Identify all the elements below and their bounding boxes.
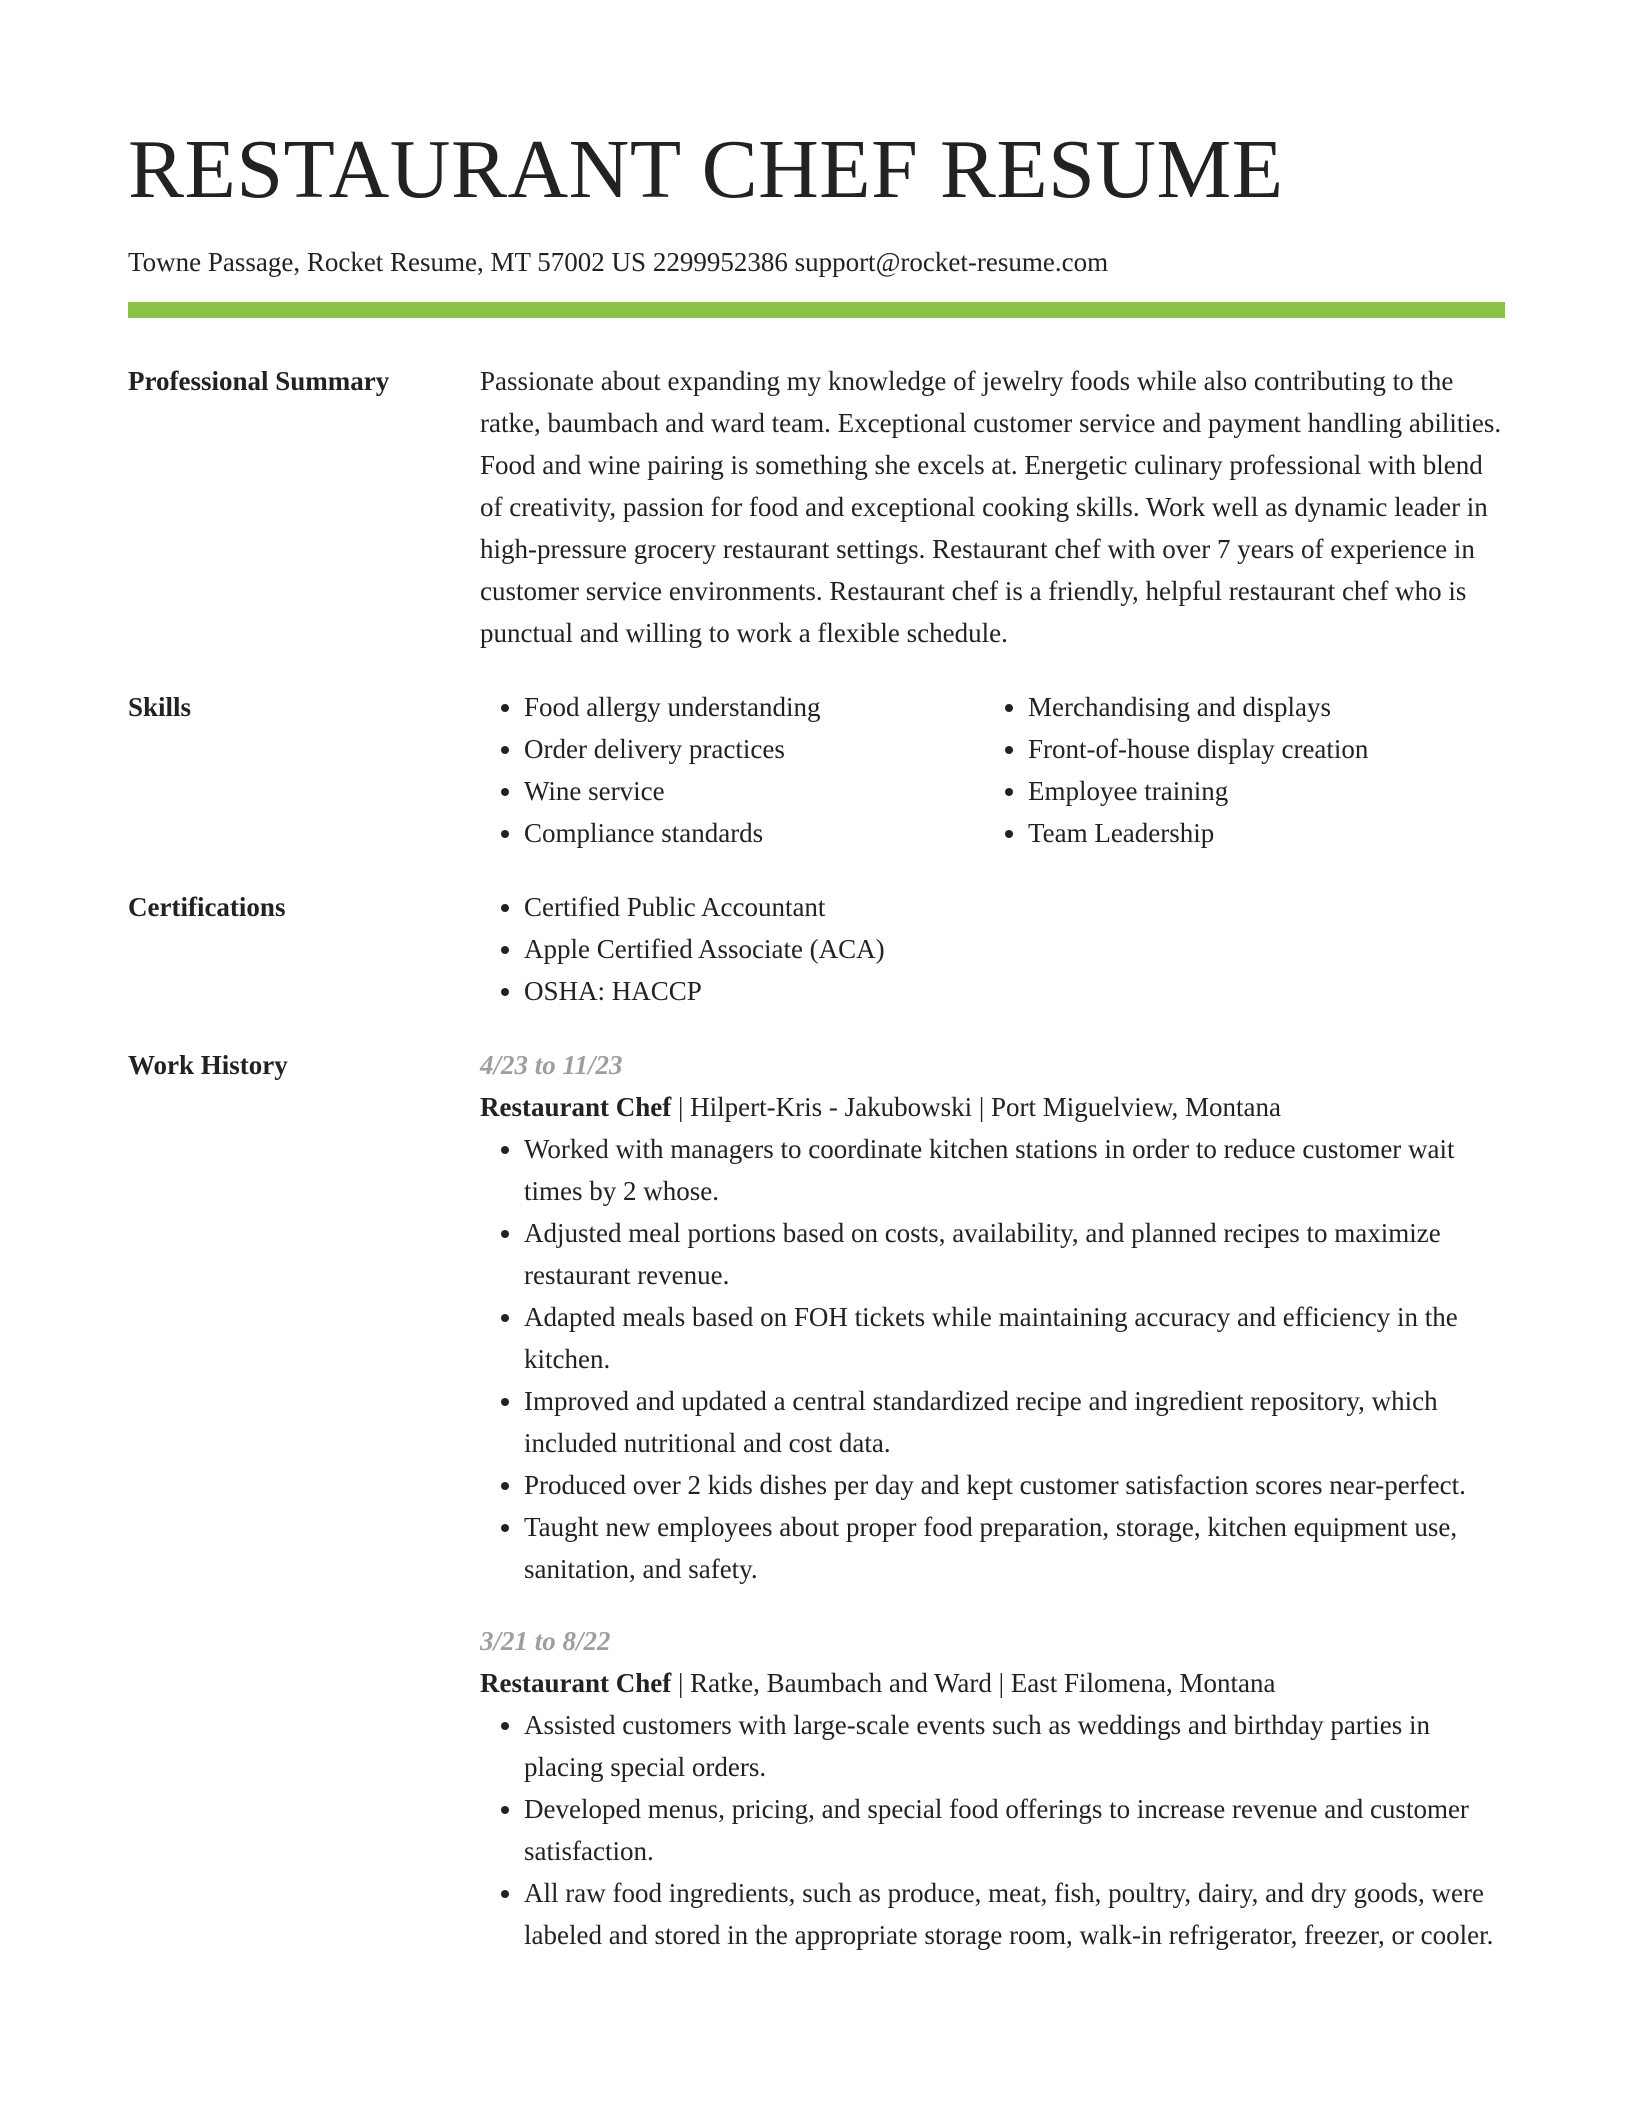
- skills-content: [480, 686, 1505, 854]
- job-title: Restaurant Chef: [480, 1668, 672, 1698]
- resume-title: RESTAURANT CHEF RESUME: [128, 123, 1284, 216]
- job-heading: [480, 1086, 1505, 1128]
- summary-text: Passionate about expanding my knowledge of jewelry foods while also contributing to the ratke, baumbach and ward team. Exceptional customer service and payment handling abilities. Food and wine pairing is something she excels at. Energetic culinary professional with blend of creativity, passion for food and exceptional cooking skills. Work well as dynamic leader in high-pressure grocery restaurant settings. Restaurant chef with over 7 years of experience in customer service environments. Restaurant chef is a friendly, helpful restaurant chef who is punctual and willing to work a flexible schedule.: [480, 366, 1502, 648]
- summary-section: [128, 360, 1505, 654]
- job-employer-location: | Ratke, Baumbach and Ward | East Filomena, Montana: [671, 1668, 1276, 1698]
- job-employer-location: | Hilpert-Kris - Jakubowski | Port Miguelview, Montana: [671, 1092, 1281, 1122]
- job-bullet: • Adapted meals based on FOH tickets while maintaining accuracy and efficiency in the kitchen.: [524, 1296, 1505, 1380]
- summary-content: [480, 360, 1505, 654]
- job-entry: [480, 1044, 1505, 1590]
- job-entry: [480, 1620, 1505, 1956]
- job-bullets: [480, 1128, 1505, 1590]
- work-history-section: [128, 1044, 1505, 1956]
- job-bullet: • Assisted customers with large-scale events such as weddings and birthday parties in placing special orders.: [524, 1704, 1505, 1788]
- certifications-section: [128, 886, 1505, 1012]
- certifications-content: [480, 886, 1505, 1012]
- job-bullets: [480, 1704, 1505, 1956]
- skills-list-right: [984, 686, 1488, 854]
- accent-divider: [128, 302, 1505, 318]
- skill-item: • Team Leadership: [1028, 812, 1488, 854]
- skill-item: • Order delivery practices: [524, 728, 984, 770]
- skill-item: • Merchandising and displays: [1028, 686, 1488, 728]
- certification-item: • Apple Certified Associate (ACA): [524, 928, 1505, 970]
- job-bullet: • Worked with managers to coordinate kitchen stations in order to reduce customer wait times by 2 whose.: [524, 1128, 1505, 1212]
- skills-column-right: [984, 686, 1488, 854]
- skill-item: • Employee training: [1028, 770, 1488, 812]
- job-bullet: • Taught new employees about proper food preparation, storage, kitchen equipment use, sanitation, and safety.: [524, 1506, 1505, 1590]
- section-label-summary: Professional Summary: [128, 366, 390, 396]
- certification-item: • OSHA: HACCP: [524, 970, 1505, 1012]
- certification-item: • Certified Public Accountant: [524, 886, 1505, 928]
- job-heading: [480, 1662, 1505, 1704]
- skills-section: [128, 686, 1505, 854]
- skills-column-left: [480, 686, 984, 854]
- certifications-list: [480, 886, 1505, 1012]
- job-bullet: • All raw food ingredients, such as produce, meat, fish, poultry, dairy, and dry goods, were labeled and stored in the appropriate storage room, walk-in refrigerator, freezer, or cooler.: [524, 1872, 1505, 1956]
- work-history-content: [480, 1044, 1505, 1956]
- skill-item: • Front-of-house display creation: [1028, 728, 1488, 770]
- job-dates: 4/23 to 11/23: [480, 1050, 623, 1080]
- resume-page: [128, 0, 1505, 1956]
- contact-line: Towne Passage, Rocket Resume, MT 57002 US 2299952386 support@rocket-resume.com: [128, 247, 1109, 277]
- skills-columns: [480, 686, 1505, 854]
- job-bullet: • Improved and updated a central standardized recipe and ingredient repository, which included nutritional and cost data.: [524, 1380, 1505, 1464]
- job-dates: 3/21 to 8/22: [480, 1626, 611, 1656]
- section-label-skills: Skills: [128, 692, 192, 722]
- skill-item: • Food allergy understanding: [524, 686, 984, 728]
- skill-item: • Compliance standards: [524, 812, 984, 854]
- job-bullet: • Adjusted meal portions based on costs, availability, and planned recipes to maximize restaurant revenue.: [524, 1212, 1505, 1296]
- section-label-certifications: Certifications: [128, 892, 286, 922]
- job-title: Restaurant Chef: [480, 1092, 672, 1122]
- skills-list-left: [480, 686, 984, 854]
- skill-item: • Wine service: [524, 770, 984, 812]
- job-bullet: • Produced over 2 kids dishes per day and kept customer satisfaction scores near-perfect.: [524, 1464, 1505, 1506]
- section-label-work-history: Work History: [128, 1050, 288, 1080]
- job-bullet: • Developed menus, pricing, and special food offerings to increase revenue and customer satisfaction.: [524, 1788, 1505, 1872]
